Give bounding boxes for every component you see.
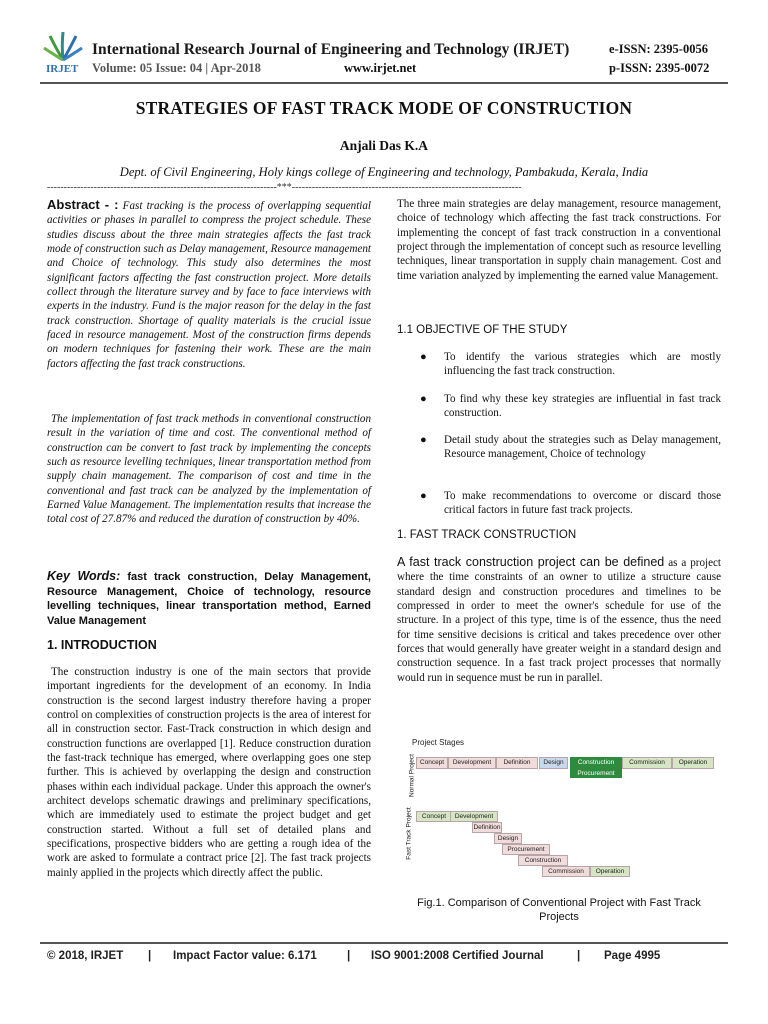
footer-iso: ISO 9001:2008 Certified Journal	[371, 950, 544, 962]
journal-logo	[40, 30, 86, 78]
normal-substage: Procurement	[570, 769, 622, 778]
fast-stage: Construction	[518, 855, 568, 866]
objective-item-text: To make recommendations to overcome or discard those critical factors in future fast track projects.	[444, 490, 721, 517]
footer-page-number: Page 4995	[604, 950, 661, 962]
affiliation: Dept. of Civil Engineering, Holy kings college of Engineering and technology, Pambakuda, Kerala, India	[119, 165, 649, 179]
intro-heading: 1. INTRODUCTION	[47, 638, 157, 652]
objective-item	[420, 489, 721, 519]
fast-track-lead: A fast track construction project can be defined	[397, 555, 665, 569]
section-separator: ---------------------------------------------------------------------***---------------------------------------------------------------------	[47, 182, 522, 193]
strategies-paragraph: The three main strategies are delay management, resource management, choice of technology which affecting the fast track constructions. For implementing the concept of fast track construction in a conventional project through the implementation of concept such as resource levelling techniques, linear transportation in supply chain management. Cost and time variation analyzed by implementing the earned value Management.	[397, 198, 721, 282]
normal-stage: Concept	[416, 757, 448, 769]
footer-separator: |	[577, 950, 581, 962]
footer-separator: |	[148, 950, 152, 962]
abstract-label: Abstract - :	[47, 197, 119, 212]
keywords-label: Key Words:	[47, 569, 121, 583]
fast-stage: Definition	[473, 824, 501, 831]
logo-text: IRJET	[46, 63, 79, 75]
normal-stage: Operation	[672, 757, 714, 769]
journal-name: International Research Journal of Engineering and Technology (IRJET)	[92, 41, 570, 58]
footer-separator: |	[347, 950, 351, 962]
normal-stage: Design	[539, 757, 568, 769]
fast-stage: Commission	[542, 866, 590, 877]
normal-stage: Construction	[570, 757, 622, 769]
normal-project-label: Normal Project	[408, 754, 416, 797]
normal-stage: Commission	[622, 757, 672, 769]
keywords-block	[47, 569, 371, 628]
abstract-paragraph-2: The implementation of fast track methods in conventional construction result in the variation of time and cost. The conventional method of construction can be convert to fast track by implementing the concepts such as resource levelling techniques, linear transportation method from supply chain management. The comparison of cost and time in the conventional and fast track can be analyzed by the implementation of Earned Value Management. The implementation results that increase the total cost of 27.87% and reduced the duration of construction by 40%.	[47, 413, 371, 526]
author-name: Anjali Das K.A	[339, 138, 429, 153]
normal-stage: Definition	[496, 757, 538, 769]
fast-stage: Procurement	[502, 844, 550, 855]
objective-item	[420, 392, 721, 422]
objective-item-text: To identify the various strategies which are mostly influencing the fast track construction.	[444, 351, 721, 378]
volume-issue: Volume: 05 Issue: 04 | Apr-2018	[92, 61, 261, 75]
abstract-block	[47, 198, 371, 371]
fast-track-project-label: Fast Track Project	[405, 807, 413, 860]
bullet-icon: ●	[420, 393, 427, 405]
objective-item	[420, 433, 721, 477]
footer-impact-factor: Impact Factor value: 6.171	[173, 950, 317, 962]
p-issn: p-ISSN: 2395-0072	[609, 61, 710, 75]
e-issn: e-ISSN: 2395-0056	[609, 42, 708, 56]
objective-item-text: Detail study about the strategies such as Delay management, Resource management, Choice of technology	[444, 434, 721, 461]
footer-copyright: © 2018, IRJET	[47, 950, 124, 962]
keywords-text: fast track construction, Delay Management, Resource Management, Choice of technology, resource levelling techniques, linear transportation method, Earned Value Management	[47, 571, 371, 627]
objective-heading: 1.1 OBJECTIVE OF THE STUDY	[397, 324, 568, 336]
bullet-icon: ●	[420, 490, 427, 502]
footer-divider	[40, 942, 728, 944]
website-link[interactable]: www.irjet.net	[344, 61, 417, 75]
objective-item	[420, 350, 721, 380]
fast-track-text	[397, 555, 721, 685]
figure-title: Project Stages	[412, 738, 465, 747]
header-divider	[40, 82, 728, 84]
abstract-text: Fast tracking is the process of overlapping sequential activities or phases in parallel to compress the project schedule. These studies discuss about the three main strategies affects the fast track mode of construction such as Delay management, Resource management and Choice of technology. This study also determines the most significant factors affecting the fast construction project. More details collect through the literature survey and by face to face interviews with experts in the industry. Fund is the major reason for the delay in the fast track construction. Shortage of quality materials is the crucial issue faced in resource management. Most of the construction firms depends on modern techniques for fastening their work. These are the main factors affecting the fast track constructions.	[47, 200, 372, 370]
fast-stage: Development	[450, 811, 498, 822]
figure-caption: Fig.1. Comparison of Conventional Project with Fast Track Projects	[417, 897, 701, 923]
fast-stage: Concept	[416, 811, 452, 822]
objective-item-text: To find why these key strategies are influential in fast track construction.	[444, 393, 721, 420]
fast-track-heading: 1. FAST TRACK CONSTRUCTION	[397, 529, 577, 541]
paper-title: STRATEGIES OF FAST TRACK MODE OF CONSTRUCTION	[135, 98, 633, 118]
fast-stage: Operation	[590, 866, 630, 877]
bullet-icon: ●	[420, 434, 427, 446]
fast-track-body: as a project where the time constraints of an owner to utilize a structure cause standard design and construction procedures and timelines to be compressed in order to meet the owner's schedule for use of the structure. In a project of this type, time is of the essence, thus the need for time sensitive decisions is critical and takes precedence over other forces that would generally have greater weight in a standard design and construction sequence. In a fast track project processes that normally would run in sequence must be run in parallel.	[397, 557, 722, 684]
project-stages-figure	[400, 736, 722, 886]
fast-stage: Design	[494, 833, 522, 844]
normal-stage: Development	[448, 757, 496, 769]
bullet-icon: ●	[420, 351, 427, 363]
intro-text: The construction industry is one of the main sectors that provide important ingredients for the development of an economy. In India construction is the second largest industry therefore having a proper control on complexities of construction projects is the area of interest for all in construction sector. Fast-Track construction in which design and construction functions are overlapped [1]. Reduce construction duration the fast-track technique has emerged, where overlapping goes one step further. This is achieved by overlapping the design and construction phases within each individual package. Under this approach the owner's architect develops schematic drawings and preliminary specifications, which are immediately used to estimate the project budget and get construction started. Without a full set of detailed plans and specifications, prospective bidders who are getting a rough idea of the work are asked to formulate a contract price [2]. The fast track projects mainly applied in the projects which directly affect the public.	[47, 666, 371, 879]
